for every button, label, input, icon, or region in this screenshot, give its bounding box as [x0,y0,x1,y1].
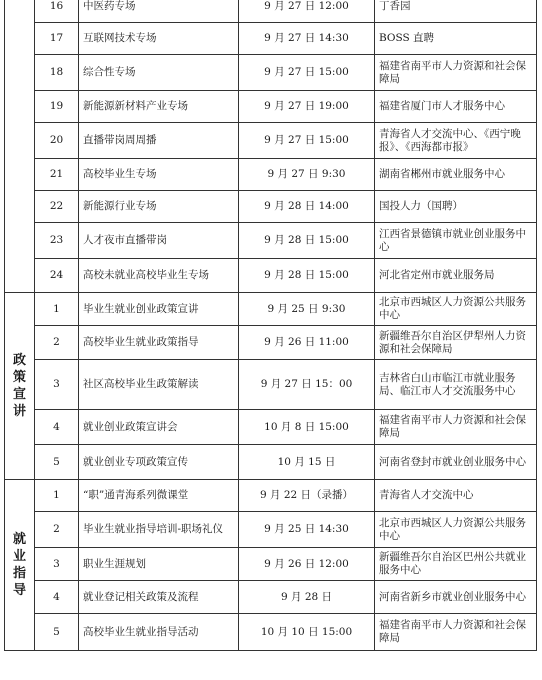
organizer: 新疆维吾尔自治区伊犁州人力资源和社会保障局 [375,326,537,360]
activity-name: 毕业生就业指导培训-职场礼仪 [79,512,239,548]
section-label-cell [5,480,35,651]
row-number: 17 [35,23,79,55]
activity-name: 就业登记相关政策及流程 [79,581,239,614]
table-row [5,0,537,23]
table-row [5,55,537,91]
table-row [5,480,537,512]
activity-time: 9 月 28 日 15:00 [239,259,375,293]
table-row [5,191,537,223]
organizer: 青海省人才交流中心、《西宁晚报》、《西海都市报》 [375,123,537,159]
organizer: 河南省登封市就业创业服务中心 [375,445,537,480]
activity-name: 综合性专场 [79,55,239,91]
table-row [5,410,537,445]
organizer: 湖南省郴州市就业服务中心 [375,159,537,191]
activity-time: 9 月 25 日 14:30 [239,512,375,548]
activity-time: 10 月 15 日 [239,445,375,480]
activity-time: 10 月 10 日 15:00 [239,614,375,651]
organizer: 丁香园 [375,0,537,23]
organizer: 北京市西城区人力资源公共服务中心 [375,512,537,548]
section-label-cell [5,293,35,480]
activity-name: 社区高校毕业生政策解读 [79,360,239,410]
organizer: 北京市西城区人力资源公共服务中心 [375,293,537,326]
table-row [5,548,537,581]
row-number: 3 [35,360,79,410]
activity-name: 高校毕业生就业政策指导 [79,326,239,360]
section-label: 就业指导 [13,532,27,598]
organizer: 国投人力（国聘） [375,191,537,223]
table-row [5,445,537,480]
row-number: 18 [35,55,79,91]
table-row [5,512,537,548]
organizer: 吉林省白山市临江市就业服务局、临江市人才交流服务中心 [375,360,537,410]
organizer: 福建省南平市人力资源和社会保障局 [375,55,537,91]
row-number: 20 [35,123,79,159]
row-number: 5 [35,614,79,651]
row-number: 1 [35,293,79,326]
activity-time: 9 月 27 日 12:00 [239,0,375,23]
table-row [5,581,537,614]
activity-time: 9 月 26 日 12:00 [239,548,375,581]
activity-time: 9 月 27 日 19:00 [239,91,375,123]
activity-time: 9 月 28 日 [239,581,375,614]
activity-name: 人才夜市直播带岗 [79,223,239,259]
activity-name: 新能源行业专场 [79,191,239,223]
activity-time: 9 月 27 日 15:00 [239,123,375,159]
organizer: 福建省南平市人力资源和社会保障局 [375,410,537,445]
table-row [5,259,537,293]
organizer: 江西省景德镇市就业创业服务中心 [375,223,537,259]
organizer: 新疆维吾尔自治区巴州公共就业服务中心 [375,548,537,581]
row-number: 16 [35,0,79,23]
activity-time: 9 月 27 日 14:30 [239,23,375,55]
activity-time: 9 月 28 日 14:00 [239,191,375,223]
row-number: 5 [35,445,79,480]
activity-time: 9 月 27 日 15:00 [239,55,375,91]
activity-time: 9 月 27 日 15：00 [239,360,375,410]
activity-name: 互联网技术专场 [79,23,239,55]
row-number: 21 [35,159,79,191]
schedule-table [4,0,537,651]
activity-time: 9 月 28 日 15:00 [239,223,375,259]
section-label: 政策宣讲 [13,353,27,419]
row-number: 19 [35,91,79,123]
activity-name: 就业创业专项政策宣传 [79,445,239,480]
table-row [5,123,537,159]
table-row [5,159,537,191]
activity-name: 中医药专场 [79,0,239,23]
table-row [5,223,537,259]
organizer: BOSS 直聘 [375,23,537,55]
organizer: 青海省人才交流中心 [375,480,537,512]
activity-time: 9 月 26 日 11:00 [239,326,375,360]
row-number: 22 [35,191,79,223]
activity-name: 高校毕业生专场 [79,159,239,191]
section-label-cell [5,0,35,293]
row-number: 1 [35,480,79,512]
activity-time: 9 月 25 日 9:30 [239,293,375,326]
row-number: 23 [35,223,79,259]
activity-time: 9 月 22 日（录播） [239,480,375,512]
row-number: 24 [35,259,79,293]
table-row [5,23,537,55]
row-number: 3 [35,548,79,581]
table-row [5,293,537,326]
table-row [5,91,537,123]
activity-name: 毕业生就业创业政策宣讲 [79,293,239,326]
organizer: 福建省南平市人力资源和社会保障局 [375,614,537,651]
row-number: 2 [35,326,79,360]
activity-time: 10 月 8 日 15:00 [239,410,375,445]
table-row [5,326,537,360]
activity-name: 直播带岗周周播 [79,123,239,159]
activity-time: 9 月 27 日 9:30 [239,159,375,191]
activity-name: 新能源新材料产业专场 [79,91,239,123]
activity-name: 高校毕业生就业指导活动 [79,614,239,651]
organizer: 河南省新乡市就业创业服务中心 [375,581,537,614]
activity-name: 就业创业政策宣讲会 [79,410,239,445]
table-row [5,360,537,410]
row-number: 4 [35,581,79,614]
row-number: 2 [35,512,79,548]
activity-name: 高校未就业高校毕业生专场 [79,259,239,293]
organizer: 河北省定州市就业服务局 [375,259,537,293]
organizer: 福建省厦门市人才服务中心 [375,91,537,123]
schedule-table-body [5,0,537,651]
activity-name: 职业生涯规划 [79,548,239,581]
activity-name: “职”通青海系列微课堂 [79,480,239,512]
row-number: 4 [35,410,79,445]
table-row [5,614,537,651]
